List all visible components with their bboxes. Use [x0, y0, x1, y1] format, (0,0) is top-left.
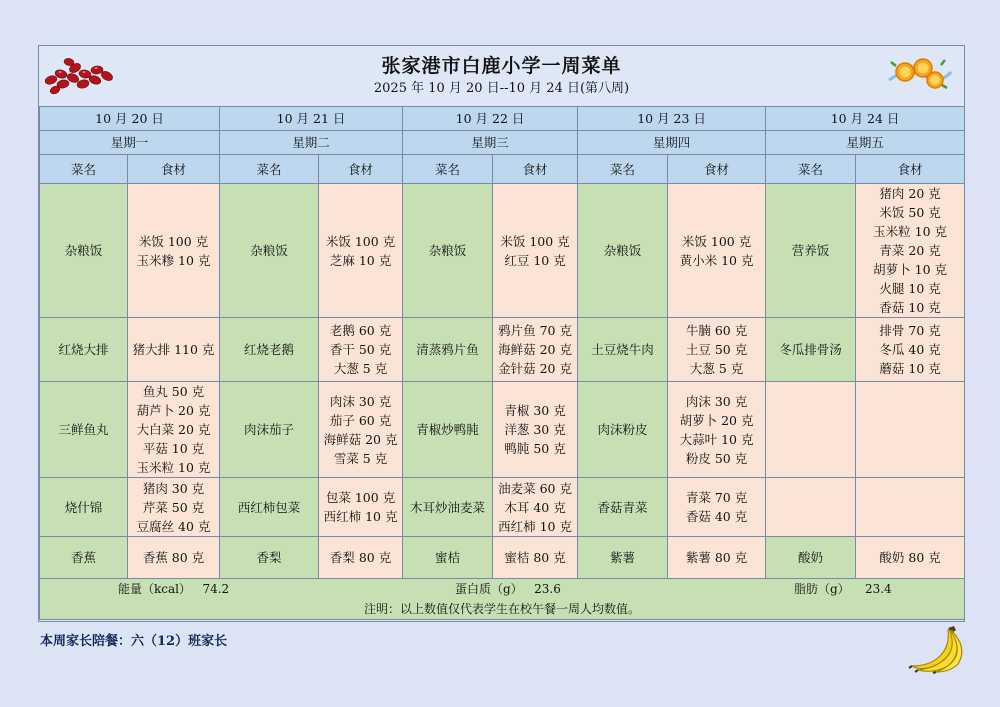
ingredient-line: 猪肉 30 克 — [142, 480, 205, 496]
dish-cell: 香梨 — [220, 537, 319, 579]
ingredient-line: 西红柿 10 克 — [323, 509, 398, 524]
ingredient-line: 海鲜菇 20 克 — [323, 431, 398, 447]
dish-header: 菜名 — [578, 155, 668, 184]
ingredient-line: 平菇 10 克 — [142, 441, 205, 456]
ingredient-cell — [856, 537, 965, 579]
weekday-cell: 星期一 — [40, 131, 220, 155]
date-cell: 10 月 22 日 — [403, 107, 578, 131]
menu-table — [39, 106, 965, 620]
dish-cell: 土豆烧牛肉 — [578, 318, 668, 382]
menu-row — [40, 382, 965, 478]
fat-item — [794, 580, 892, 599]
ingredient-line: 酸奶 80 克 — [879, 550, 941, 565]
dish-cell: 肉沫粉皮 — [578, 382, 668, 478]
ingredient-line: 洋葱 30 克 — [504, 422, 566, 437]
ingredient-line: 胡萝卜 10 克 — [873, 262, 947, 277]
ingredient-line: 米饭 100 克 — [500, 233, 570, 249]
banana-icon — [908, 622, 968, 674]
ingredient-line: 青菜 20 克 — [879, 243, 941, 258]
ingredient-line: 大白菜 20 克 — [136, 422, 211, 437]
ingredient-cell — [668, 537, 766, 579]
dish-cell: 杂粮饭 — [40, 184, 128, 318]
dish-cell: 西红柿包菜 — [220, 478, 319, 537]
ingredient-line: 茄子 60 克 — [329, 412, 392, 428]
dish-cell: 香菇青菜 — [578, 478, 668, 537]
nutrition-row — [40, 579, 965, 620]
weekday-cell: 星期三 — [403, 131, 578, 155]
ingredient-line: 黄小米 10 克 — [679, 252, 754, 268]
energy-item — [118, 580, 229, 599]
ingredient-cell — [493, 478, 578, 537]
ingredient-line: 大葱 5 克 — [333, 361, 388, 376]
protein-value: 23.6 — [534, 581, 561, 596]
ingredient-line: 葫芦卜 20 克 — [136, 403, 211, 418]
weekday-cell: 星期五 — [766, 131, 965, 155]
ingredient-header: 食材 — [319, 155, 403, 184]
dish-cell: 三鲜鱼丸 — [40, 382, 128, 478]
ingredient-line: 香梨 80 克 — [329, 550, 392, 565]
ingredient-line: 豆腐丝 40 克 — [136, 518, 211, 534]
dish-cell — [766, 382, 856, 478]
ingredient-line: 芝麻 10 克 — [329, 252, 392, 268]
protein-label: 蛋白质（g） — [455, 581, 523, 596]
ingredient-header: 食材 — [668, 155, 766, 184]
ingredient-line: 蘑菇 10 克 — [879, 361, 941, 376]
dish-cell: 蜜桔 — [403, 537, 493, 579]
menu-row — [40, 184, 965, 318]
ingredient-cell — [856, 478, 965, 537]
menu-sheet — [38, 45, 965, 622]
ingredient-cell — [668, 184, 766, 318]
dish-header: 菜名 — [220, 155, 319, 184]
ingredient-line: 鸦片鱼 70 克 — [498, 323, 572, 338]
dish-cell: 清蒸鸦片鱼 — [403, 318, 493, 382]
ingredient-line: 玉米糁 10 克 — [136, 252, 211, 268]
ingredient-line: 粉皮 50 克 — [685, 450, 748, 466]
ingredient-line: 肉沫 30 克 — [685, 393, 748, 409]
page-title: 张家港市白鹿小学一周菜单 — [381, 55, 622, 77]
ingredient-line: 紫薯 80 克 — [685, 550, 748, 565]
dish-cell — [766, 478, 856, 537]
footnote: 注明：以上数值仅代表学生在校午餐一周人均数值。 — [364, 601, 641, 616]
ingredient-line: 香菇 10 克 — [879, 300, 941, 315]
ingredient-line: 蜜桔 80 克 — [504, 550, 566, 565]
ingredient-line: 猪大排 110 克 — [132, 342, 215, 357]
nutrition-values — [40, 580, 964, 600]
ingredient-cell — [668, 318, 766, 382]
ingredient-header: 食材 — [128, 155, 220, 184]
dish-header: 菜名 — [403, 155, 493, 184]
ingredient-line: 雪菜 5 克 — [333, 450, 388, 466]
dish-cell: 烧什锦 — [40, 478, 128, 537]
ingredient-line: 老鹅 60 克 — [329, 323, 392, 338]
ingredient-cell — [128, 478, 220, 537]
ingredient-line: 猪肉 20 克 — [879, 186, 941, 201]
menu-row — [40, 318, 965, 382]
dish-cell: 肉沫茄子 — [220, 382, 319, 478]
ingredient-cell — [128, 184, 220, 318]
dish-cell: 杂粮饭 — [578, 184, 668, 318]
ingredient-line: 土豆 50 克 — [685, 342, 748, 357]
date-cell: 10 月 20 日 — [40, 107, 220, 131]
ingredient-line: 香菇 40 克 — [685, 509, 748, 524]
energy-value: 74.2 — [202, 581, 230, 596]
column-header-row — [40, 155, 965, 184]
ingredient-line: 肉沫 30 克 — [329, 393, 392, 409]
ingredient-line: 鸭肫 50 克 — [504, 441, 566, 456]
ingredient-line: 芹菜 50 克 — [142, 499, 205, 515]
date-cell: 10 月 21 日 — [220, 107, 403, 131]
orange-slices-icon — [885, 50, 955, 96]
ingredient-cell — [668, 382, 766, 478]
parent-meal-note: 本周家长陪餐：六（12）班家长 — [40, 634, 228, 649]
ingredient-line: 金针菇 20 克 — [498, 361, 572, 376]
ingredient-cell — [319, 184, 403, 318]
ingredient-line: 米饭 100 克 — [681, 233, 752, 249]
ingredient-cell — [856, 318, 965, 382]
ingredient-line: 玉米粒 10 克 — [136, 460, 211, 475]
ingredient-line: 大葱 5 克 — [689, 361, 744, 376]
ingredient-line: 包菜 100 克 — [325, 490, 396, 505]
fat-label: 脂肪（g） — [794, 581, 850, 596]
ingredient-line: 海鲜菇 20 克 — [498, 342, 572, 357]
date-cell: 10 月 23 日 — [578, 107, 766, 131]
dish-cell: 香蕉 — [40, 537, 128, 579]
ingredient-cell — [319, 318, 403, 382]
dish-cell: 营养饭 — [766, 184, 856, 318]
date-row — [40, 107, 965, 131]
ingredient-line: 玉米粒 10 克 — [873, 224, 947, 239]
ingredient-line: 油麦菜 60 克 — [498, 480, 572, 496]
fat-value: 23.4 — [864, 581, 892, 596]
dish-header: 菜名 — [766, 155, 856, 184]
ingredient-line: 大蒜叶 10 克 — [679, 431, 754, 447]
weekday-cell: 星期四 — [578, 131, 766, 155]
ingredient-line: 冬瓜 40 克 — [879, 342, 941, 357]
ingredient-cell — [319, 537, 403, 579]
dish-cell: 青椒炒鸭肫 — [403, 382, 493, 478]
dish-cell: 木耳炒油麦菜 — [403, 478, 493, 537]
dish-cell: 杂粮饭 — [220, 184, 319, 318]
ingredient-cell — [856, 382, 965, 478]
menu-row — [40, 537, 965, 579]
protein-item — [455, 580, 561, 599]
dish-cell: 酸奶 — [766, 537, 856, 579]
ingredient-cell — [856, 184, 965, 318]
ingredient-line: 红豆 10 克 — [504, 252, 566, 268]
energy-label: 能量（kcal） — [118, 581, 191, 596]
ingredient-line: 青椒 30 克 — [504, 403, 566, 418]
ingredient-cell — [128, 537, 220, 579]
dish-cell: 红烧老鹅 — [220, 318, 319, 382]
ingredient-line: 香蕉 80 克 — [142, 550, 205, 565]
ingredient-cell — [668, 478, 766, 537]
weekday-row — [40, 131, 965, 155]
date-cell: 10 月 24 日 — [766, 107, 965, 131]
ingredient-cell — [493, 537, 578, 579]
ingredient-cell — [128, 382, 220, 478]
ingredient-line: 西红柿 10 克 — [498, 518, 572, 534]
ingredient-line: 香干 50 克 — [329, 342, 392, 357]
ingredient-line: 米饭 50 克 — [879, 205, 941, 220]
ingredient-cell — [493, 184, 578, 318]
ingredient-line: 排骨 70 克 — [879, 323, 941, 338]
dish-cell: 紫薯 — [578, 537, 668, 579]
dish-header: 菜名 — [40, 155, 128, 184]
dish-cell: 红烧大排 — [40, 318, 128, 382]
dish-cell: 杂粮饭 — [403, 184, 493, 318]
weekday-cell: 星期二 — [220, 131, 403, 155]
menu-row — [40, 478, 965, 537]
ingredient-line: 胡萝卜 20 克 — [679, 412, 754, 428]
ingredient-cell — [319, 382, 403, 478]
ingredient-line: 火腿 10 克 — [879, 281, 941, 296]
ingredient-line: 米饭 100 克 — [325, 233, 396, 249]
menu-header — [39, 46, 964, 106]
menu-body — [40, 184, 965, 579]
ingredient-header: 食材 — [493, 155, 578, 184]
ingredient-header: 食材 — [856, 155, 965, 184]
dish-cell: 冬瓜排骨汤 — [766, 318, 856, 382]
ingredient-line: 青菜 70 克 — [685, 490, 748, 505]
ingredient-cell — [493, 318, 578, 382]
ingredient-line: 木耳 40 克 — [504, 499, 566, 515]
ingredient-line: 米饭 100 克 — [138, 233, 209, 249]
nutrition-cell — [40, 579, 965, 620]
ingredient-cell — [493, 382, 578, 478]
ingredient-cell — [128, 318, 220, 382]
ingredient-line: 牛腩 60 克 — [685, 323, 748, 338]
page-subtitle: 2025 年 10 月 20 日--10 月 24 日(第八周) — [373, 81, 630, 96]
ingredient-line: 鱼丸 50 克 — [142, 384, 205, 399]
ingredient-cell — [319, 478, 403, 537]
